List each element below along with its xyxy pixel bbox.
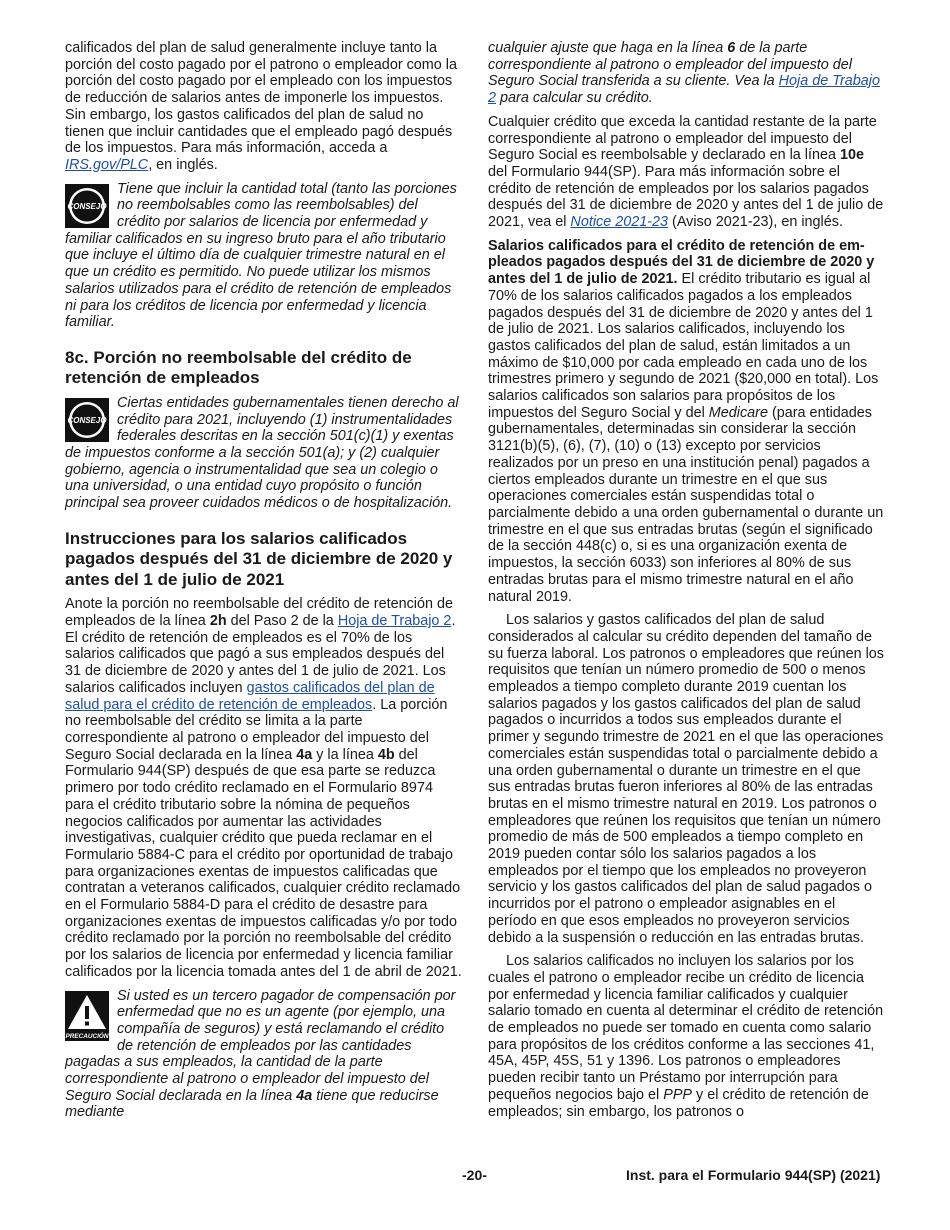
- section-heading-8c: 8c. Porción no reembolsable del crédito de retención de empleados: [65, 347, 412, 388]
- paragraph: Cualquier crédito que exceda la cantidad restante de la parte correspondiente al patrono o empleador del impuesto del Seguro Social es reembolsable y declarado en la línea 10e del Formulario 944(SP). Para más información sobre el crédito de retención de empleados por los salarios pagados después del 31 de diciembre de 2020 y antes del 1 de julio de 2021, vea el Notice 2021-23 (Aviso 2021-23), en inglés.: [488, 113, 884, 231]
- tip-note: CONSEJO Tiene que incluir la cantidad total (tanto las porciones no reembolsables como las reembolsables) del crédito por salarios de licencia por enfermedad y familiar calificados en su ingreso bruto para el año tributario que incluye el último día de cualquier trimestre natural en el que un crédito es permitido. No puede utilizar los mismos salarios utilizados para el crédito de retención de empleados ni para los créditos de licencia por enfermedad y licencia familiar.: [65, 180, 457, 331]
- hoja-de-trabajo-2-link[interactable]: Hoja de Trabajo 2: [488, 73, 880, 107]
- right-column: [488, 40, 886, 1127]
- svg-text:CONSEJO: CONSEJO: [67, 201, 107, 211]
- svg-text:CONSEJO: CONSEJO: [67, 415, 107, 425]
- tip-note: CONSEJO Ciertas entidades gubernamentales tienen derecho al crédito para 2021, incluyendo (1) instrumentalidades federales descritas en la sección 501(c)(1) y exentas de impuestos conforme a la sección 501(a); y (2) cualquier gobierno, agencia o instrumentalidad que sea un colegio o una universidad, o una entidad cuyo propósito o función principal sea proveer cuidados médicos o de hospitalización.: [65, 394, 459, 512]
- caution-note: PRECAUCIÓN Si usted es un tercero pagador de compensación por enfermedad que no es un agente (por ejemplo, una compañía de seguros) y está reclamando el crédito de retención de empleados por las cantidades pagadas a sus empleados, la cantidad de la parte correspondiente al patrono o empleador del impuesto del Seguro Social declarada en la línea 4a tiene que reducirse mediante: [65, 987, 456, 1121]
- footer-title: Inst. para el Formulario 944(SP) (2021): [626, 1167, 881, 1183]
- page-number: -20-: [462, 1167, 487, 1183]
- consejo-icon: [65, 184, 109, 228]
- hoja-de-trabajo-2-link[interactable]: Hoja de Trabajo 2: [337, 613, 452, 630]
- section-heading-instructions: Instrucciones para los salarios calificados pagados después del 31 de diciembre de 2020 y antes del 1 de julio de 2021: [65, 528, 453, 589]
- consejo-icon: [65, 398, 109, 442]
- paragraph: Los salarios y gastos calificados del plan de salud considerados al calcular su crédito dependen del tamaño de su fuerza laboral. Los patronos o empleadores que reúnen los requisitos que tenían un número promedio de 500 o menos empleados a tiempo completo durante 2019 cuentan los salarios pagados y los gastos calificados del plan de salud pagados o incurridos a todos sus empleados durante el primer y segundo trimestre de 2021 en el que las operaciones comerciales están suspendidas total o parcialmente debido a una orden gubernamental o durante un trimestre en el que sus entradas brutas fueron inferiores al 80% de las entradas brutas en el mismo trimestre natural en 2019. Los patronos o empleadores que reúnen los requisitos que tenían un número promedio de más de 500 empleados a tiempo completo en 2019 pueden contar sólo los salarios pagados a los empleados por el tiempo que los empleados no proveyeron servicio y los gastos calificados del plan de salud pagados o incurridos por el patrono o empleador asignables en el período en que esos empleados no proveyeron servicios debido a la suspensión o reducción en las entradas brutas.: [488, 612, 884, 946]
- paragraph: calificados del plan de salud generalmente incluye tanto la porción del costo pagado por el patrono o empleador como la porción del costo pagado por el empleado con los impuestos de reducción de salarios antes de imponerle los impuestos. Sin embargo, los gastos calificados del plan de salud no tienen que incluir cantidades que el empleado pagó después de los impuestos. Para más información, acceda a IRS.gov/PLC, en inglés.: [65, 40, 457, 173]
- notice-2021-23-link[interactable]: Notice 2021-23: [570, 214, 669, 231]
- bold-run-in-heading: Salarios calificados para el crédito de retención de em- pleados pagados después del 31 de diciembre de 2020 y antes del 1 de julio de 2021.: [488, 237, 875, 288]
- caution-icon: [65, 991, 109, 1041]
- gastos-calificados-link[interactable]: gastos calificados del plan de salud para el crédito de retención de empleados: [65, 679, 435, 713]
- paragraph: Salarios calificados para el crédito de retención de em- pleados pagados después del 31 de diciembre de 2020 y antes del 1 de julio de 2021. El crédito tributario es igual al 70% de los salarios calificados pagados a los empleados pagados después del 31 de diciembre de 2020 y antes del 1 de julio de 2021. Los salarios calificados, incluyendo los gastos calificados del plan de salud, están limitados a un máximo de $10,000 por cada empleado en cada uno de los trimestres primero y segundo de 2021 ($20,000 en total). Los salarios calificados son salarios para propósitos de los impuestos del Seguro Social y del Medicare (para entidades gubernamentales, determinadas sin considerar la sección 3121(b)(5), (6), (7), (10) o (13) excepto por servicios realizados por un preso en una institución penal) pagados a ciertos empleados durante un trimestre en el que sus operaciones comerciales están suspendidas total o parcialmente debido a una orden gubernamental o durante un trimestre en el que sus entradas brutas (según el significado de la sección 448(c) o, si es una organización exenta de impuestos, la sección 6033) son inferiores al 80% de sus entradas brutas para el mismo trimestre natural en el año natural 2019.: [488, 237, 884, 605]
- paragraph: Anote la porción no reembolsable del crédito de retención de empleados de la línea 2h del Paso 2 de la Hoja de Trabajo 2. El crédito de retención de empleados es el 70% de los salarios calificados que pagó a sus empleados después del 31 de diciembre de 2020 y antes del 1 de julio de 2021. Los salarios calificados incluyen gastos calificados del plan de salud para el crédito de retención de empleados. La porción no reembolsable del crédito se limita a la parte correspondiente al patrono o empleador del impuesto del Seguro Social declarada en la línea 4a y la línea 4b del Formulario 944(SP) después de que esa parte se reduzca primero por todo crédito reclamado en el Formulario 8974 para el crédito tributario sobre la nómina de pequeños negocios calificados por aumentar las actividades investigativas, cualquier crédito que pueda reclamar en el Formulario 5884-C para el crédito por oportunidad de trabajo para organizaciones exentas de impuestos calificadas que contratan a veteranos calificados, cualquier crédito reclamado en el Formulario 5884-D para el crédito de desastre para organizaciones exentas de impuestos calificadas y/o por todo crédito reclamado por la porción no reembolsable del crédito por los salarios de licencia por enfermedad y licencia familiar calificados por la licencia tomada antes del 1 de abril de 2021.: [65, 596, 462, 980]
- paragraph: Los salarios calificados no incluyen los salarios por los cuales el patrono o empleador recibe un crédito de licencia por enfermedad y licencia familiar calificados y cualquier salario tomado en cuenta al determinar el crédito de retención de empleados no puede ser tomado en cuenta como salario para propósitos de los créditos conforme a las secciones 41, 45A, 45P, 45S, 51 y 1396. Los patronos o empleadores pueden recibir tanto un Préstamo por interrupción para pequeños negocios bajo el PPP y el crédito de retención de empleados; sin embargo, los patronos o: [488, 953, 884, 1120]
- svg-text:PRECAUCIÓN: PRECAUCIÓN: [65, 1032, 109, 1040]
- irs-plc-link[interactable]: IRS.gov/PLC: [65, 156, 149, 173]
- left-column: [65, 40, 463, 1128]
- caution-continued: cualquier ajuste que haga en la línea 6 de la parte correspondiente al patrono o empleador del impuesto del Seguro Social transferida a su cliente. Vea la Hoja de Trabajo 2 para calcular su crédito.: [488, 40, 880, 107]
